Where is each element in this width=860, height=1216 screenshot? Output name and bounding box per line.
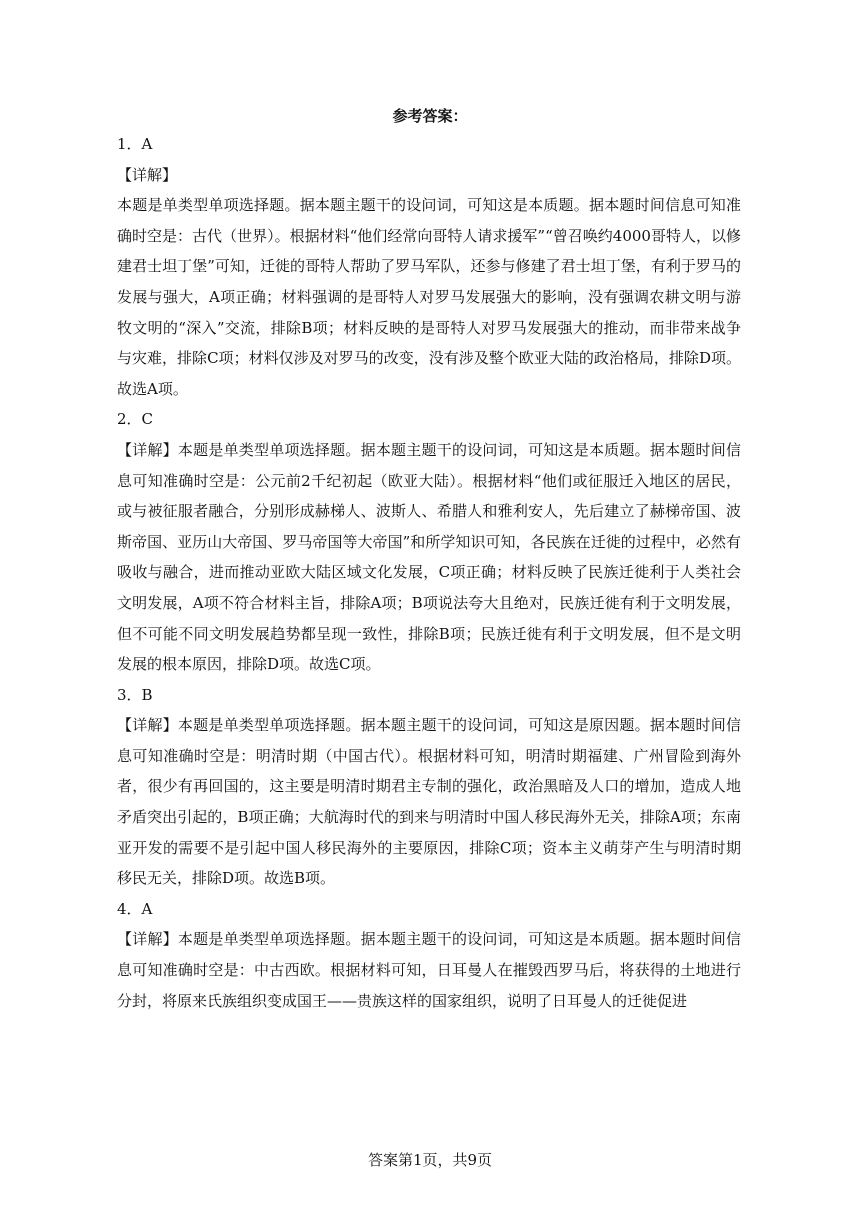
answer-3-detail-label: 【详解】 — [117, 716, 178, 735]
answer-4-number: 4．A — [117, 899, 153, 918]
answer-2-number: 2．C — [117, 410, 154, 429]
answer-2-paragraph — [117, 435, 741, 680]
page-footer: 答案第1页，共9页 — [367, 1151, 493, 1169]
answer-4-detail-label: 【详解】 — [117, 930, 178, 949]
answer-3-paragraph — [117, 710, 741, 894]
page-title: 参考答案： — [392, 107, 468, 125]
answer-4-paragraph — [117, 924, 741, 1016]
answer-content — [117, 129, 741, 1016]
answer-4-text: 本题是单类型单项选择题。据本题主题干的设问词，可知这是本质题。据本题时间信息可知准确时空是：中古西欧。根据材料可知，日耳曼人在摧毁西罗马后，将获得的土地进行分封，将原来氏族组织变成国王——贵族这样的国家组织，说明了日耳曼人的迁徙促进 — [117, 930, 741, 1010]
answer-1-number: 1．A — [117, 135, 153, 153]
answer-3-text: 本题是单类型单项选择题。据本题主题干的设问词，可知这是原因题。据本题时间信息可知准确时空是：明清时期（中国古代）。根据材料可知，明清时期福建、广州冒险到海外者，很少有再回国的，这主要是明清时期君主专制的强化，政治黑暗及人口的增加，造成人地矛盾突出引起的，B项正确；大航海时代的到来与明清时中国人移民海外无关，排除A项；东南亚开发的需要不是引起中国人移民海外的主要原因，排除C项；资本主义萌芽产生与明清时期移民无关，排除D项。故选B项。 — [117, 716, 741, 888]
answer-2-detail-label: 【详解】 — [117, 440, 178, 459]
answer-3-number: 3．B — [117, 685, 153, 704]
answer-1-text: 本题是单类型单项选择题。据本题主题干的设问词，可知这是本质题。据本题时间信息可知准确时空是：古代（世界）。根据材料“他们经常向哥特人请求援军”“曾召唤约4000哥特人，以修建君士坦丁堡”可知，迁徙的哥特人帮助了罗马军队，还参与修建了君士坦丁堡，有利于罗马的发展与强大，A项正确；材料强调的是哥特人对罗马发展强大的影响，没有强调农耕文明与游牧文明的“深入”交流，排除B项；材料反映的是哥特人对罗马发展强大的推动，而非带来战争与灾难，排除C项；材料仅涉及对罗马的改变，没有涉及整个欧亚大陆的政治格局，排除D项。故选A项。 — [117, 196, 741, 398]
answer-1-detail-label: 【详解】 — [117, 165, 178, 184]
answer-2-text: 本题是单类型单项选择题。据本题主题干的设问词，可知这是本质题。据本题时间信息可知准确时空是：公元前2千纪初起（欧亚大陆）。根据材料“他们或征服迁入地区的居民，或与被征服者融合，分别形成赫梯人、波斯人、希腊人和雅利安人，先后建立了赫梯帝国、波斯帝国、亚历山大帝国、罗马帝国等大帝国”和所学知识可知，各民族在迁徙的过程中，必然有吸收与融合，进而推动亚欧大陆区域文化发展，C项正确；材料反映了民族迁徙利于人类社会文明发展，A项不符合材料主旨，排除A项；B项说法夸大且绝对，民族迁徙有利于文明发展，但不可能不同文明发展趋势都呈现一致性，排除B项；民族迁徙有利于文明发展，但不是文明发展的根本原因，排除D项。故选C项。 — [117, 440, 741, 674]
